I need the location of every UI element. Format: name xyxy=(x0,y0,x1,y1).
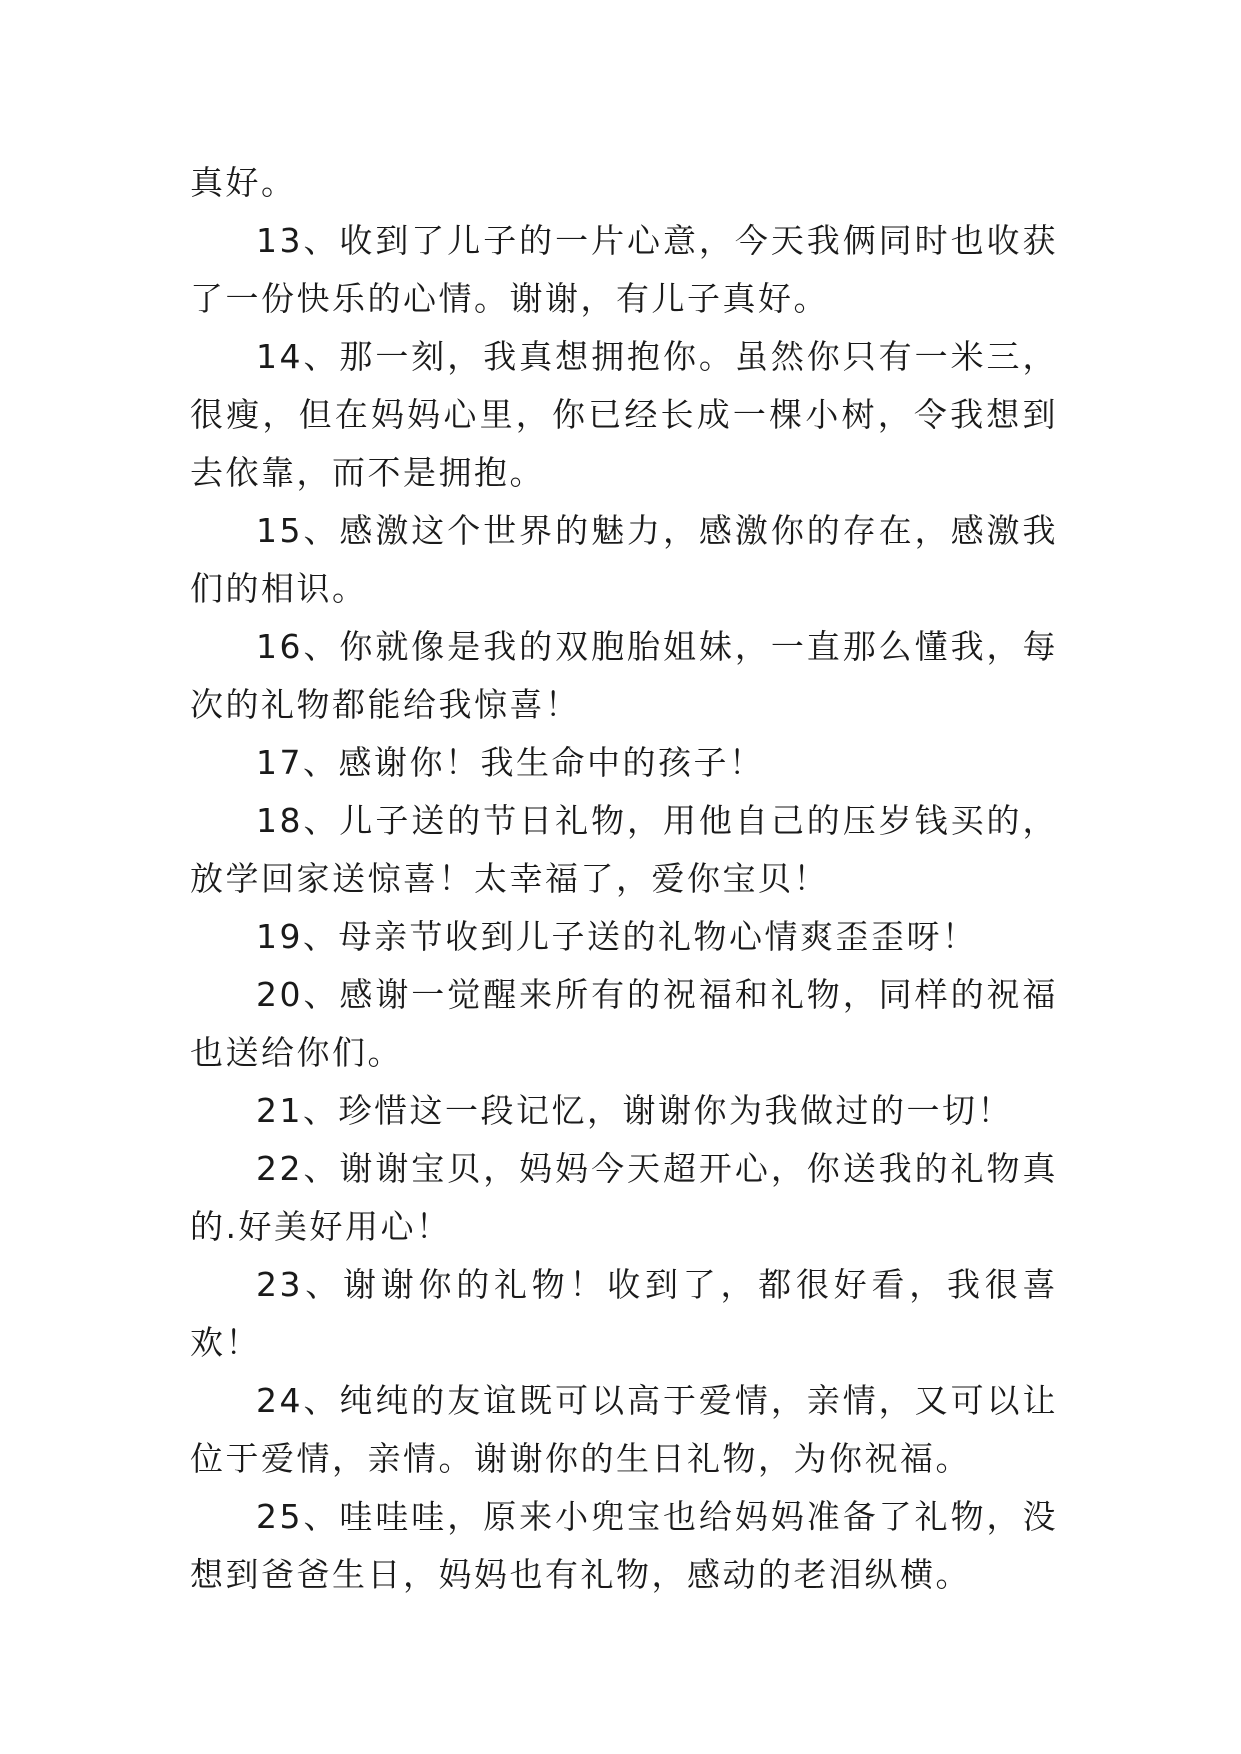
paragraph-item-14: 14、那一刻，我真想拥抱你。虽然你只有一米三，很瘦，但在妈妈心里，你已经长成一棵小树，令我想到去依靠，而不是拥抱。 xyxy=(190,337,1058,492)
paragraph-continuation: 真好。 xyxy=(190,163,297,202)
paragraph-item-18: 18、儿子送的节日礼物，用他自己的压岁钱买的，放学回家送惊喜！太幸福了，爱你宝贝！ xyxy=(190,801,1058,898)
paragraph-item-20: 20、感谢一觉醒来所有的祝福和礼物，同样的祝福也送给你们。 xyxy=(190,975,1058,1072)
paragraph-item-24: 24、纯纯的友谊既可以高于爱情，亲情，又可以让位于爱情，亲情。谢谢你的生日礼物，为你祝福。 xyxy=(190,1381,1058,1478)
paragraph-item-19: 19、母亲节收到儿子送的礼物心情爽歪歪呀！ xyxy=(256,917,978,956)
paragraph-item-23: 23、谢谢你的礼物！收到了，都很好看，我很喜欢！ xyxy=(190,1265,1058,1362)
paragraph-item-15: 15、感激这个世界的魅力，感激你的存在，感激我们的相识。 xyxy=(190,511,1058,608)
document-body xyxy=(190,154,1058,1604)
paragraph-item-25: 25、哇哇哇，原来小兜宝也给妈妈准备了礼物，没想到爸爸生日，妈妈也有礼物，感动的老泪纵横。 xyxy=(190,1497,1058,1594)
paragraph-item-22: 22、谢谢宝贝，妈妈今天超开心，你送我的礼物真的.好美好用心！ xyxy=(190,1149,1058,1246)
paragraph-item-13: 13、收到了儿子的一片心意，今天我俩同时也收获了一份快乐的心情。谢谢，有儿子真好。 xyxy=(190,221,1058,318)
paragraph-item-21: 21、珍惜这一段记忆，谢谢你为我做过的一切！ xyxy=(256,1091,1013,1130)
paragraph-item-16: 16、你就像是我的双胞胎姐妹，一直那么懂我，每次的礼物都能给我惊喜！ xyxy=(190,627,1058,724)
paragraph-item-17: 17、感谢你！我生命中的孩子！ xyxy=(256,743,765,782)
